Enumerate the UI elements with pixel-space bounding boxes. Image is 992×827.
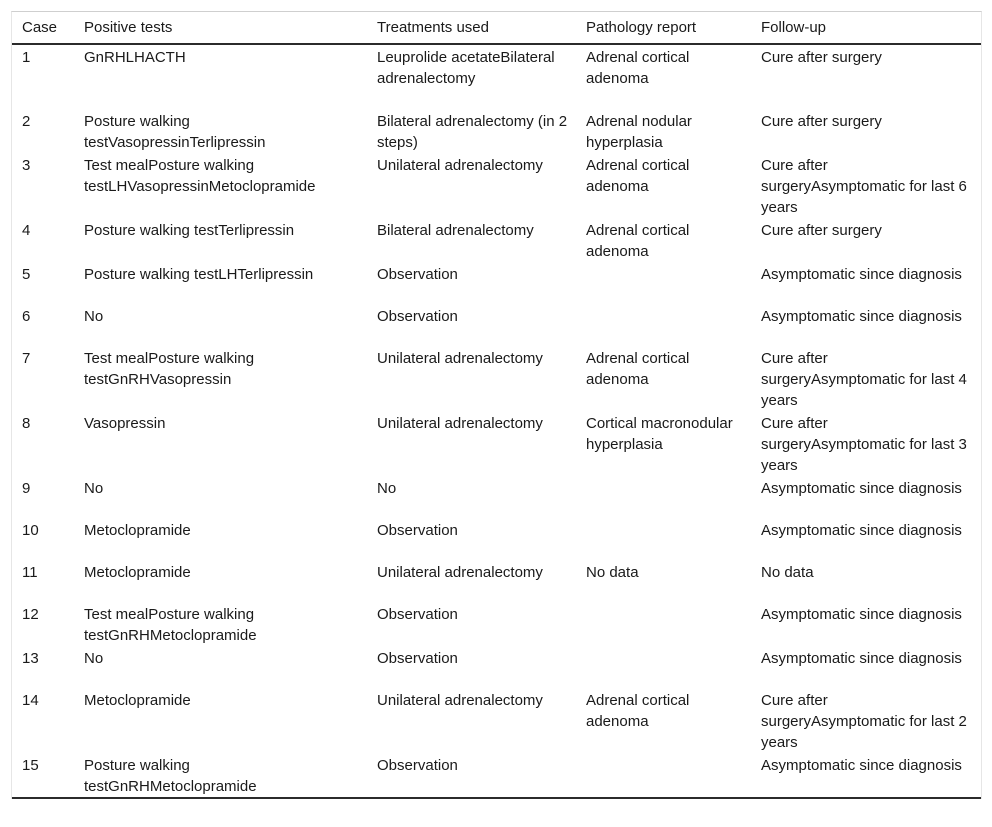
clinical-cases-table <box>11 11 982 799</box>
cell-positive-tests: Posture walking testTerlipressin <box>84 222 295 239</box>
cell-follow-up: Cure after surgery <box>761 222 882 239</box>
cell-pathology: No data <box>586 564 639 581</box>
cell-follow-up: Cure after surgeryAsymptomatic for last 4 years <box>761 350 967 409</box>
header-treatments-used: Treatments used <box>367 12 576 44</box>
header-positive-tests: Positive tests <box>74 12 367 44</box>
cell-case: 9 <box>22 480 31 497</box>
cell-positive-tests: No <box>84 308 104 325</box>
cell-follow-up: Cure after surgeryAsymptomatic for last 3 years <box>761 415 967 474</box>
cell-follow-up: Asymptomatic since diagnosis <box>761 606 962 623</box>
cell-pathology: Adrenal cortical adenoma <box>586 49 690 87</box>
cell-pathology <box>576 602 751 646</box>
header-pathology-report: Pathology report <box>576 12 751 44</box>
cell-positive-tests: Metoclopramide <box>84 564 191 581</box>
table-row <box>12 218 981 262</box>
header-case: Case <box>12 12 74 44</box>
cell-positive-tests: Test mealPosture walking testLHVasopressinMetoclopramide <box>84 157 316 195</box>
cell-pathology <box>576 476 751 518</box>
cell-pathology: Adrenal nodular hyperplasia <box>586 113 692 151</box>
cell-follow-up: Asymptomatic since diagnosis <box>751 753 981 798</box>
cell-positive-tests: Test mealPosture walking testGnRHMetoclopramide <box>84 606 257 644</box>
cell-treatment: Leuprolide acetateBilateral adrenalectomy <box>377 49 555 87</box>
table-row <box>12 518 981 560</box>
cell-pathology <box>576 646 751 688</box>
cell-positive-tests: Metoclopramide <box>84 522 191 539</box>
table-row <box>12 304 981 346</box>
cell-case: 12 <box>22 606 39 623</box>
cell-treatment: Observation <box>377 308 458 325</box>
cell-positive-tests: Posture walking testVasopressinTerlipressin <box>84 113 266 151</box>
cell-pathology: Adrenal cortical adenoma <box>586 157 690 195</box>
cell-positive-tests: Posture walking testLHTerlipressin <box>84 266 314 283</box>
cell-case: 5 <box>22 266 31 283</box>
cell-case: 2 <box>22 113 31 130</box>
cell-positive-tests: GnRHLHACTH <box>84 49 186 66</box>
table-row <box>12 109 981 153</box>
cell-follow-up: Cure after surgery <box>761 113 882 130</box>
cell-pathology: Adrenal cortical adenoma <box>586 692 690 730</box>
table-row <box>12 646 981 688</box>
cell-case: 10 <box>22 522 39 539</box>
cell-follow-up: Asymptomatic since diagnosis <box>761 266 962 283</box>
cell-follow-up: Cure after surgeryAsymptomatic for last 2 years <box>761 692 967 751</box>
cell-case: 14 <box>22 692 39 709</box>
data-table <box>12 12 981 799</box>
cell-follow-up: Cure after surgeryAsymptomatic for last 6 years <box>761 157 967 216</box>
cell-case: 13 <box>22 650 39 667</box>
table-row <box>12 44 981 109</box>
table-row <box>12 153 981 218</box>
table-row <box>12 476 981 518</box>
cell-follow-up: Asymptomatic since diagnosis <box>761 480 962 497</box>
cell-case: 6 <box>22 308 31 325</box>
cell-follow-up: Asymptomatic since diagnosis <box>761 650 962 667</box>
cell-pathology: Cortical macronodular hyperplasia <box>586 415 733 453</box>
cell-pathology: Adrenal cortical adenoma <box>586 350 690 388</box>
cell-positive-tests: Posture walking testGnRHMetoclopramide <box>74 753 367 798</box>
cell-case: 1 <box>22 49 31 66</box>
cell-treatment: No <box>377 480 397 497</box>
cell-case: 3 <box>22 157 31 174</box>
table-row <box>12 602 981 646</box>
cell-treatment: Unilateral adrenalectomy <box>377 350 543 367</box>
cell-treatment: Unilateral adrenalectomy <box>377 415 543 432</box>
cell-treatment: Bilateral adrenalectomy <box>377 222 534 239</box>
table-row <box>12 688 981 753</box>
header-follow-up: Follow-up <box>751 12 981 44</box>
cell-treatment: Unilateral adrenalectomy <box>377 692 543 709</box>
cell-case: 11 <box>22 564 38 581</box>
table-row <box>12 262 981 304</box>
cell-case: 4 <box>22 222 31 239</box>
cell-positive-tests: No <box>84 480 104 497</box>
cell-positive-tests: Vasopressin <box>84 415 166 432</box>
table-body <box>12 44 981 798</box>
table-row <box>12 560 981 602</box>
cell-positive-tests: No <box>84 650 104 667</box>
cell-positive-tests: Test mealPosture walking testGnRHVasopressin <box>84 350 255 388</box>
cell-treatment: Observation <box>377 606 458 623</box>
cell-follow-up: Asymptomatic since diagnosis <box>761 308 962 325</box>
header-row <box>12 12 981 44</box>
cell-follow-up: No data <box>761 564 814 581</box>
cell-follow-up: Asymptomatic since diagnosis <box>761 522 962 539</box>
cell-follow-up: Cure after surgery <box>761 49 882 66</box>
table-header <box>12 12 981 44</box>
table-row <box>12 346 981 411</box>
cell-pathology <box>576 518 751 560</box>
cell-case: 15 <box>12 753 74 798</box>
cell-pathology <box>576 753 751 798</box>
cell-positive-tests: Metoclopramide <box>84 692 191 709</box>
cell-treatment: Observation <box>377 522 458 539</box>
cell-pathology: Adrenal cortical adenoma <box>586 222 690 260</box>
cell-treatment: Unilateral adrenalectomy <box>377 157 543 174</box>
table-row <box>12 411 981 476</box>
cell-treatment: Observation <box>367 753 576 798</box>
cell-pathology <box>576 262 751 304</box>
cell-case: 8 <box>22 415 31 432</box>
cell-case: 7 <box>22 350 31 367</box>
cell-treatment: Observation <box>377 650 458 667</box>
cell-treatment: Unilateral adrenalectomy <box>377 564 543 581</box>
cell-treatment: Observation <box>377 266 458 283</box>
table-row <box>12 753 981 798</box>
cell-pathology <box>576 304 751 346</box>
cell-treatment: Bilateral adrenalectomy (in 2 steps) <box>377 113 568 151</box>
